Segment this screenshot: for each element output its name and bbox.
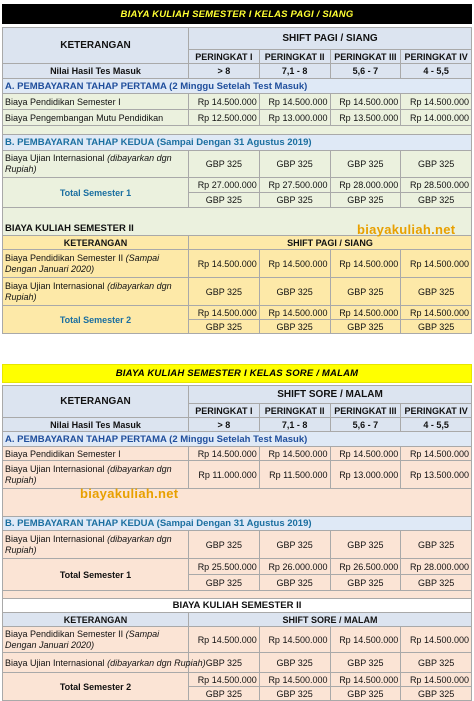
sem2-total-rp: Rp 14.500.000 — [330, 306, 401, 320]
row-value: Rp 14.500.000 — [401, 447, 472, 461]
total-rp: Rp 26.000.000 — [259, 559, 330, 575]
row-value: Rp 13.000.000 — [259, 110, 330, 126]
row-value: Rp 14.500.000 — [189, 447, 260, 461]
nilai-label: Nilai Hasil Tes Masuk — [3, 64, 189, 79]
header-keterangan: KETERANGAN — [3, 28, 189, 64]
sem2-total-label: Total Semester 2 — [3, 306, 189, 334]
total-label: Total Semester 1 — [3, 559, 189, 591]
sem2-total-rp: Rp 14.500.000 — [401, 673, 472, 687]
section-a-title: A. PEMBAYARAN TAHAP PERTAMA (2 Minggu Setelah Test Masuk) — [3, 79, 472, 94]
sem2-pendidikan-value: Rp 14.500.000 — [259, 627, 330, 653]
total-rp: Rp 27.000.000 — [189, 178, 260, 193]
section-b-title: B. PEMBAYARAN TAHAP KEDUA (Sampai Dengan 31 Agustus 2019) — [3, 517, 472, 531]
header-shift: SHIFT SORE / MALAM — [189, 386, 472, 404]
sem2-total-gbp: GBP 325 — [259, 320, 330, 334]
row-label: Biaya Pendidikan Semester I — [3, 447, 189, 461]
row-label: Biaya Pengembangan Mutu Pendidikan — [3, 110, 189, 126]
nilai-value: 4 - 5,5 — [401, 418, 472, 432]
total-rp: Rp 26.500.000 — [330, 559, 401, 575]
total-rp: Rp 27.500.000 — [259, 178, 330, 193]
nilai-value: > 8 — [189, 64, 260, 79]
peringkat-2: PERINGKAT II — [259, 50, 330, 64]
sem2-total-rp: Rp 14.500.000 — [330, 673, 401, 687]
row-value: Rp 13.000.000 — [330, 461, 401, 489]
sem2-total-gbp: GBP 325 — [330, 320, 401, 334]
table-pagi-siang — [2, 4, 471, 334]
peringkat-4: PERINGKAT IV — [401, 50, 472, 64]
ujian-value: GBP 325 — [259, 151, 330, 178]
total-gbp: GBP 325 — [189, 193, 260, 208]
nilai-label: Nilai Hasil Tes Masuk — [3, 418, 189, 432]
sem2-ujian-label: Biaya Ujian Internasional (dibayarkan dgn Rupiah) — [3, 278, 189, 306]
total-rp: Rp 28.000.000 — [330, 178, 401, 193]
sem2-ujian-value: GBP 325 — [401, 278, 472, 306]
sem2-ujian-value: GBP 325 — [259, 653, 330, 673]
sem2-total-gbp: GBP 325 — [189, 320, 260, 334]
sem2-ujian-value: GBP 325 — [189, 278, 260, 306]
sem2-total-gbp: GBP 325 — [401, 687, 472, 701]
total-gbp: GBP 325 — [401, 575, 472, 591]
total-gbp: GBP 325 — [259, 193, 330, 208]
row-value: Rp 14.500.000 — [259, 447, 330, 461]
total-rp: Rp 28.000.000 — [401, 559, 472, 575]
watermark: biayakuliah.net — [80, 486, 179, 501]
sem2-total-gbp: GBP 325 — [189, 687, 260, 701]
total-gbp: GBP 325 — [259, 575, 330, 591]
peringkat-1: PERINGKAT I — [189, 50, 260, 64]
nilai-value: 7,1 - 8 — [259, 418, 330, 432]
sem2-ujian-value: GBP 325 — [330, 653, 401, 673]
total-gbp: GBP 325 — [189, 575, 260, 591]
row-value: Rp 11.500.000 — [259, 461, 330, 489]
sem2-total-rp: Rp 14.500.000 — [189, 673, 260, 687]
row-value: Rp 13.500.000 — [330, 110, 401, 126]
ujian-value: GBP 325 — [189, 531, 260, 559]
ujian-label: Biaya Ujian Internasional (dibayarkan dgn Rupiah) — [3, 151, 189, 178]
ujian-value: GBP 325 — [330, 531, 401, 559]
sem2-total-rp: Rp 14.500.000 — [189, 306, 260, 320]
row-label: Biaya Pendidikan Semester I — [3, 94, 189, 110]
sem2-ujian-value: GBP 325 — [401, 653, 472, 673]
total-label: Total Semester 1 — [3, 178, 189, 208]
sem2-ujian-value: GBP 325 — [259, 278, 330, 306]
row-value: Rp 14.500.000 — [259, 94, 330, 110]
peringkat-4: PERINGKAT IV — [401, 404, 472, 418]
banner-sore: BIAYA KULIAH SEMESTER I KELAS SORE / MALAM — [3, 365, 472, 383]
sem2-pendidikan-value: Rp 14.500.000 — [330, 627, 401, 653]
row-label: Biaya Ujian Internasional (dibayarkan dgn Rupiah) — [3, 461, 189, 489]
nilai-value: > 8 — [189, 418, 260, 432]
sem2-total-gbp: GBP 325 — [330, 687, 401, 701]
row-value: Rp 12.500.000 — [189, 110, 260, 126]
sem2-header-shift: SHIFT PAGI / SIANG — [189, 236, 472, 250]
row-value: Rp 14.500.000 — [330, 447, 401, 461]
sem2-total-rp: Rp 14.500.000 — [401, 306, 472, 320]
watermark: biayakuliah.net — [357, 222, 456, 237]
row-value: Rp 14.500.000 — [401, 94, 472, 110]
peringkat-2: PERINGKAT II — [259, 404, 330, 418]
ujian-value: GBP 325 — [189, 151, 260, 178]
sem2-total-gbp: GBP 325 — [401, 320, 472, 334]
sem2-total-rp: Rp 14.500.000 — [259, 673, 330, 687]
sem2-header-keterangan: KETERANGAN — [3, 236, 189, 250]
sem2-pendidikan-label: Biaya Pendidikan Semester II (Sampai Dengan Januari 2020) — [3, 627, 189, 653]
nilai-value: 4 - 5,5 — [401, 64, 472, 79]
ujian-value: GBP 325 — [401, 531, 472, 559]
section-b-title: B. PEMBAYARAN TAHAP KEDUA (Sampai Dengan 31 Agustus 2019) — [3, 135, 472, 151]
sem2-ujian-value: GBP 325 — [189, 653, 260, 673]
row-value: Rp 11.000.000 — [189, 461, 260, 489]
sem2-title: BIAYA KULIAH SEMESTER II — [3, 599, 472, 613]
row-value: Rp 14.500.000 — [189, 94, 260, 110]
sem2-ujian-value: GBP 325 — [330, 278, 401, 306]
total-gbp: GBP 325 — [330, 193, 401, 208]
total-gbp: GBP 325 — [401, 193, 472, 208]
sem2-total-rp: Rp 14.500.000 — [259, 306, 330, 320]
ujian-value: GBP 325 — [401, 151, 472, 178]
sem2-header-shift: SHIFT SORE / MALAM — [189, 613, 472, 627]
sem2-pendidikan-value: Rp 14.500.000 — [259, 250, 330, 278]
row-value: Rp 14.000.000 — [401, 110, 472, 126]
peringkat-1: PERINGKAT I — [189, 404, 260, 418]
total-gbp: GBP 325 — [330, 575, 401, 591]
row-value: Rp 14.500.000 — [330, 94, 401, 110]
sem2-pendidikan-value: Rp 14.500.000 — [189, 627, 260, 653]
sem2-pendidikan-value: Rp 14.500.000 — [189, 250, 260, 278]
nilai-value: 5,6 - 7 — [330, 418, 401, 432]
header-shift: SHIFT PAGI / SIANG — [189, 28, 472, 50]
sem2-pendidikan-value: Rp 14.500.000 — [330, 250, 401, 278]
header-keterangan: KETERANGAN — [3, 386, 189, 418]
row-value: Rp 13.500.000 — [401, 461, 472, 489]
peringkat-3: PERINGKAT III — [330, 404, 401, 418]
sem2-title: BIAYA KULIAH SEMESTER II — [3, 222, 472, 236]
nilai-value: 5,6 - 7 — [330, 64, 401, 79]
ujian-value: GBP 325 — [330, 151, 401, 178]
nilai-value: 7,1 - 8 — [259, 64, 330, 79]
ujian-label: Biaya Ujian Internasional (dibayarkan dgn Rupiah) — [3, 531, 189, 559]
peringkat-3: PERINGKAT III — [330, 50, 401, 64]
sem2-pendidikan-label: Biaya Pendidikan Semester II (Sampai Dengan Januari 2020) — [3, 250, 189, 278]
sem2-ujian-label: Biaya Ujian Internasional (dibayarkan dgn Rupiah) — [3, 653, 189, 673]
sem2-header-keterangan: KETERANGAN — [3, 613, 189, 627]
ujian-value: GBP 325 — [259, 531, 330, 559]
banner-pagi: BIAYA KULIAH SEMESTER I KELAS PAGI / SIANG — [3, 5, 472, 24]
sem2-pendidikan-value: Rp 14.500.000 — [401, 250, 472, 278]
sem2-total-gbp: GBP 325 — [259, 687, 330, 701]
total-rp: Rp 28.500.000 — [401, 178, 472, 193]
sem2-pendidikan-value: Rp 14.500.000 — [401, 627, 472, 653]
sem2-total-label: Total Semester 2 — [3, 673, 189, 701]
total-rp: Rp 25.500.000 — [189, 559, 260, 575]
table-sore-malam — [2, 364, 471, 701]
section-a-title: A. PEMBAYARAN TAHAP PERTAMA (2 Minggu Setelah Test Masuk) — [3, 432, 472, 447]
